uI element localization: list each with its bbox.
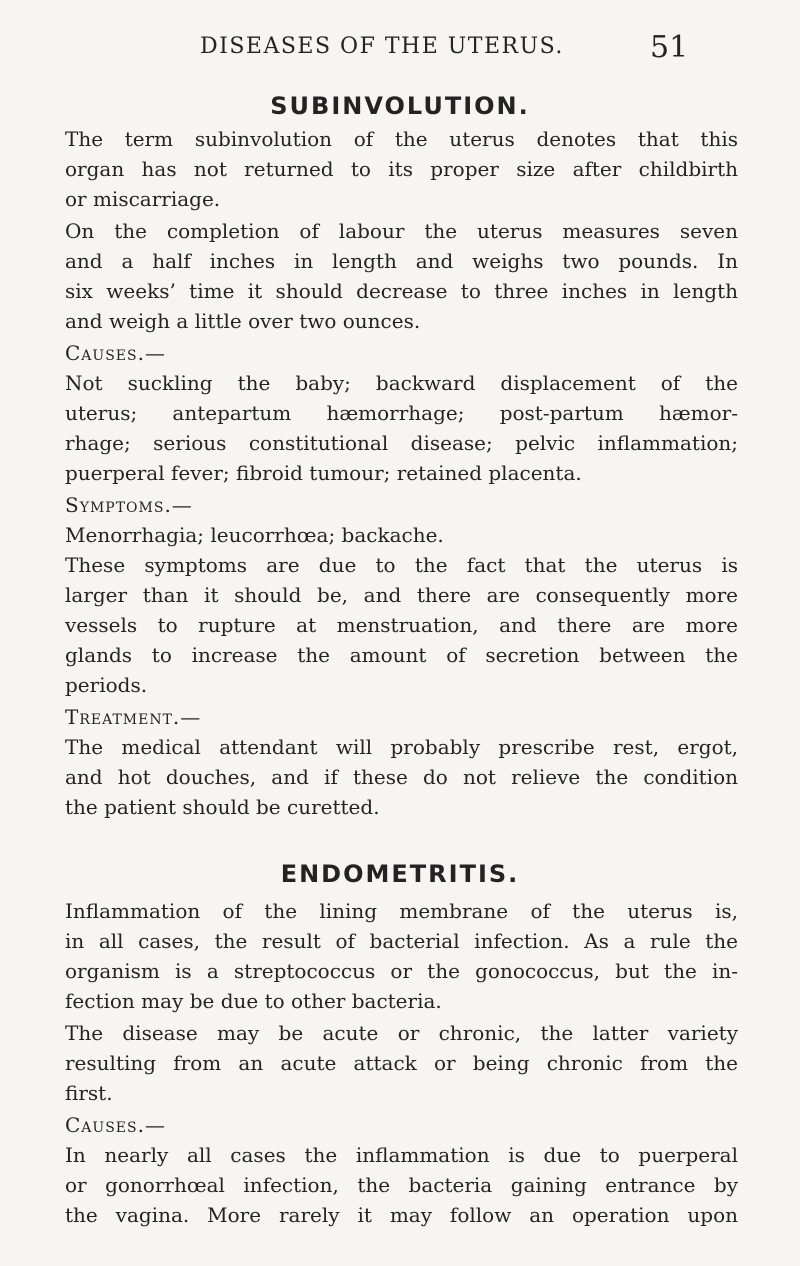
text-line: or miscarriage. <box>65 187 221 211</box>
text-line: uterus; antepartum hæmorrhage; post-partum hæmor- <box>65 401 738 425</box>
text-line: organ has not returned to its proper size after childbirth <box>65 157 738 181</box>
subheading-causes: Causes.— <box>65 341 166 365</box>
text-line: Menorrhagia; leucorrhœa; backache. <box>65 523 444 547</box>
text-line: periods. <box>65 673 148 697</box>
section-heading-subinvolution: SUBINVOLUTION. <box>270 92 530 120</box>
text-line: vessels to rupture at menstruation, and there are more <box>65 613 738 637</box>
text-line: rhage; serious constitutional disease; pelvic inflammation; <box>65 431 738 455</box>
text-line: The medical attendant will probably prescribe rest, ergot, <box>65 735 738 759</box>
text-line: first. <box>65 1081 113 1105</box>
text-line: six weeks’ time it should decrease to three inches in length <box>65 279 738 303</box>
text-line: larger than it should be, and there are consequently more <box>65 583 738 607</box>
text-line: puerperal fever; fibroid tumour; retained placenta. <box>65 461 582 485</box>
text-line: resulting from an acute attack or being chronic from the <box>65 1051 738 1075</box>
text-line: Inflammation of the lining membrane of the uterus is, <box>65 899 738 923</box>
running-head <box>0 30 800 66</box>
running-title: DISEASES OF THE UTERUS. <box>200 34 564 59</box>
text-line: and a half inches in length and weighs two pounds. In <box>65 249 738 273</box>
page-number: 51 <box>650 30 689 65</box>
text-line: the vagina. More rarely it may follow an operation upon <box>65 1203 738 1227</box>
text-line: in all cases, the result of bacterial infection. As a rule the <box>65 929 738 953</box>
text-line: These symptoms are due to the fact that the uterus is <box>65 553 738 577</box>
text-line: On the completion of labour the uterus measures seven <box>65 219 738 243</box>
subheading-causes: Causes.— <box>65 1113 166 1137</box>
text-line: organism is a streptococcus or the gonococcus, but the in- <box>65 959 738 983</box>
subheading-treatment: Treatment.— <box>65 705 202 729</box>
text-line: In nearly all cases the inflammation is due to puerperal <box>65 1143 738 1167</box>
text-line: glands to increase the amount of secretion between the <box>65 643 738 667</box>
text-line: and weigh a little over two ounces. <box>65 309 421 333</box>
text-line: the patient should be curetted. <box>65 795 380 819</box>
text-line: fection may be due to other bacteria. <box>65 989 442 1013</box>
subheading-symptoms: Symptoms.— <box>65 493 193 517</box>
text-line: Not suckling the baby; backward displacement of the <box>65 371 738 395</box>
text-line: The disease may be acute or chronic, the latter variety <box>65 1021 738 1045</box>
section-heading-endometritis: ENDOMETRITIS. <box>280 860 520 888</box>
text-line: or gonorrhœal infection, the bacteria gaining entrance by <box>65 1173 738 1197</box>
text-line: and hot douches, and if these do not relieve the condition <box>65 765 738 789</box>
text-line: The term subinvolution of the uterus denotes that this <box>65 127 738 151</box>
